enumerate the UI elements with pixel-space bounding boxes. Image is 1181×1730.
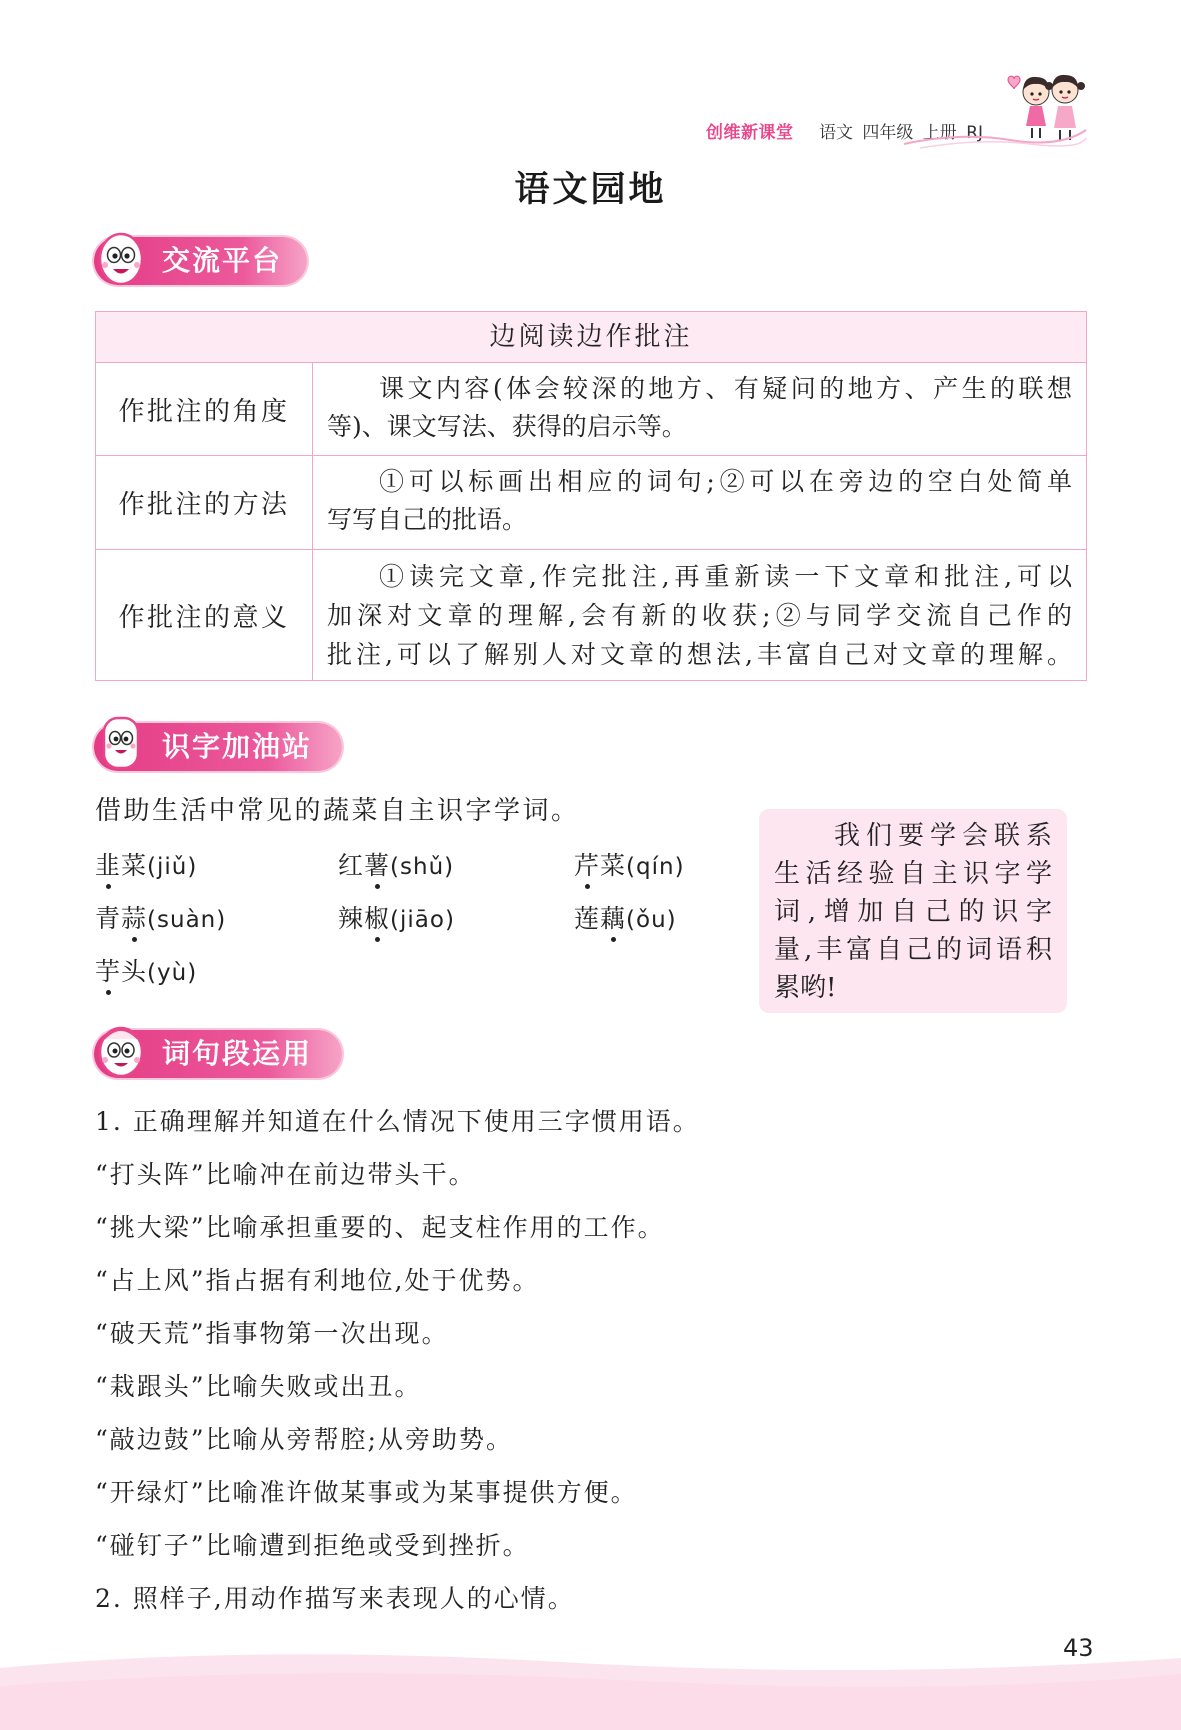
pinyin: (qín) — [626, 854, 685, 880]
text-line: “破天荒”指事物第一次出现。 — [95, 1319, 449, 1348]
list-item — [574, 851, 695, 904]
dotted-char: 韭 — [95, 851, 122, 880]
dotted-char: 藕 — [600, 904, 627, 933]
list-item — [95, 904, 338, 957]
tip-line: 累哟! — [774, 973, 837, 1003]
chalk-mascot-icon — [90, 1019, 156, 1081]
row-content — [313, 363, 1086, 455]
list-item — [95, 957, 338, 1010]
dotted-char: 芹 — [574, 851, 601, 880]
tip-box — [759, 809, 1067, 1013]
book-info: 语文 四年级 上册 RJ — [819, 123, 984, 143]
content-line: ①可以标画出相应的词句;②可以在旁边的空白处简单 — [379, 467, 1072, 496]
tip-line: 我们要学会联系 — [834, 821, 1052, 851]
list-item — [338, 851, 574, 904]
pinyin: (ǒu) — [626, 907, 677, 933]
text-line: “碰钉子”比喻遭到拒绝或受到挫折。 — [95, 1531, 530, 1560]
badge-label: 识字加油站 — [162, 730, 313, 763]
row-content — [313, 550, 1086, 680]
tip-line: 生活经验自主识字学 — [774, 859, 1052, 889]
table-row — [96, 549, 1086, 680]
table-heading: 边阅读边作批注 — [96, 312, 1086, 362]
word-char: 头 — [121, 957, 148, 986]
text-line: “打头阵”比喻冲在前边带头干。 — [95, 1160, 476, 1189]
text-line: 2. 照样子,用动作描写来表现人的心情。 — [95, 1584, 575, 1613]
literacy-intro: 借助生活中常见的蔬菜自主识字学词。 — [95, 796, 580, 826]
row-content — [313, 456, 1086, 549]
text-line: “栽跟头”比喻失败或出丑。 — [95, 1372, 422, 1401]
pinyin: (yù) — [147, 960, 198, 986]
page-number: 43 — [1063, 1634, 1094, 1662]
chalk-mascot-icon — [90, 712, 156, 774]
text-line: “敲边鼓”比喻从旁帮腔;从旁助势。 — [95, 1425, 513, 1454]
page-title: 语文园地 — [514, 170, 667, 210]
pinyin: (jiǔ) — [147, 854, 198, 880]
table-row — [96, 455, 1086, 549]
pinyin: (suàn) — [147, 907, 227, 933]
pinyin: (jiāo) — [390, 907, 455, 933]
word-char: 红 — [338, 851, 365, 880]
dotted-char: 芋 — [95, 957, 122, 986]
pinyin: (shǔ) — [390, 854, 455, 880]
annotation-table — [95, 311, 1087, 681]
usage-lines — [95, 1095, 995, 1625]
dotted-char: 蒜 — [121, 904, 148, 933]
chalk-mascot-icon — [90, 226, 156, 288]
content-line: 课文内容(体会较深的地方、有疑问的地方、产生的联想 — [379, 374, 1072, 403]
vegetable-word-list — [95, 851, 695, 1010]
content-line: ①读完文章,作完批注,再重新读一下文章和批注,可以 — [379, 562, 1072, 591]
dotted-char: 薯 — [364, 851, 391, 880]
tip-line: 量,丰富自己的词语积 — [774, 935, 1052, 965]
badge-label: 词句段运用 — [162, 1037, 313, 1070]
word-char: 莲 — [574, 904, 601, 933]
word-char: 辣 — [338, 904, 365, 933]
row-label: 作批注的意义 — [96, 550, 313, 680]
badge-label: 交流平台 — [162, 244, 283, 277]
text-line: 1. 正确理解并知道在什么情况下使用三字惯用语。 — [95, 1107, 700, 1136]
bottom-wave-decoration — [0, 1640, 1181, 1730]
list-item — [95, 851, 338, 904]
word-char: 青 — [95, 904, 122, 933]
text-line: “挑大梁”比喻承担重要的、起支柱作用的工作。 — [95, 1213, 665, 1242]
content-line: 写写自己的批语。 — [327, 505, 528, 534]
dotted-char: 椒 — [364, 904, 391, 933]
section-badge-exchange — [90, 226, 312, 288]
series-name: 创维新课堂 — [706, 123, 794, 143]
text-line: “开绿灯”比喻准许做某事或为某事提供方便。 — [95, 1478, 638, 1507]
word-char: 菜 — [121, 851, 148, 880]
content-line: 批注,可以了解别人对文章的想法,丰富自己对文章的理解。 — [327, 640, 1072, 669]
list-item — [338, 904, 574, 957]
header-swoosh-icon — [900, 122, 1090, 152]
content-line: 等)、课文写法、获得的启示等。 — [327, 412, 687, 441]
word-char: 菜 — [600, 851, 627, 880]
list-item — [574, 904, 695, 957]
table-row — [96, 362, 1086, 455]
section-badge-usage — [90, 1019, 346, 1081]
tip-line: 词,增加自己的识字 — [774, 897, 1052, 927]
row-label: 作批注的方法 — [96, 456, 313, 549]
section-badge-literacy — [90, 712, 346, 774]
text-line: “占上风”指占据有利地位,处于优势。 — [95, 1266, 540, 1295]
content-line: 加深对文章的理解,会有新的收获;②与同学交流自己作的 — [327, 601, 1072, 630]
row-label: 作批注的角度 — [96, 363, 313, 455]
